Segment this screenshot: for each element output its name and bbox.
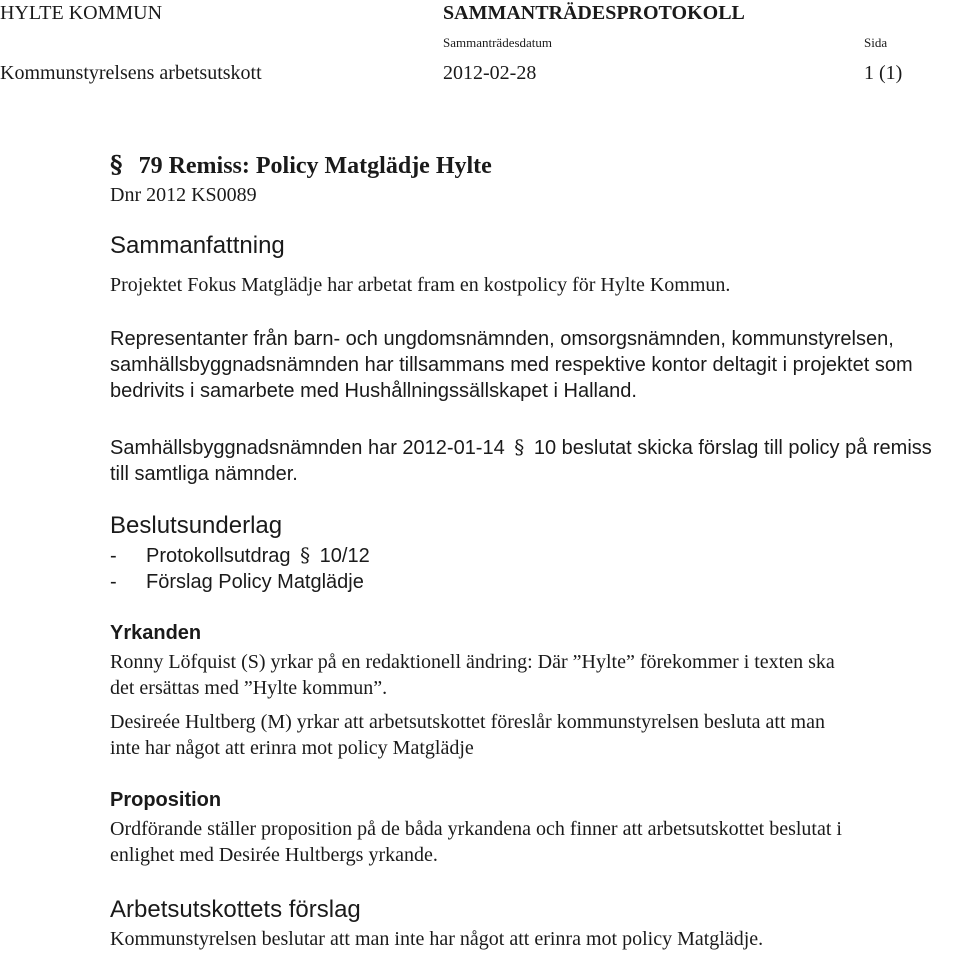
proposal-heading: Arbetsutskottets förslag — [110, 896, 361, 923]
proposition-text — [110, 816, 955, 868]
summary-heading: Sammanfattning — [110, 232, 285, 259]
summary-p3-text: Samhällsbyggnadsnämnden har 2012-01-14 — [110, 437, 505, 459]
page-number: 1 (1) — [864, 62, 903, 84]
basis-item-text: 10/12 — [319, 545, 370, 567]
summary-p3-line: till samtliga nämnder. — [110, 463, 298, 485]
summary-paragraph-3 — [110, 434, 955, 487]
proposition-line: enlighet med Desirée Hultbergs yrkande. — [110, 844, 438, 866]
meeting-date: 2012-02-28 — [443, 62, 537, 84]
list-dash: - — [110, 571, 117, 593]
section-symbol: § — [300, 543, 311, 567]
summary-paragraph-2 — [110, 326, 955, 404]
section-symbol: § — [514, 435, 525, 459]
basis-heading: Beslutsunderlag — [110, 512, 283, 539]
summary-paragraph-1: Projektet Fokus Matglädje har arbetat fram en kostpolicy för Hylte Kommun. — [110, 274, 731, 296]
list-dash: - — [110, 545, 117, 567]
summary-p2-line: Representanter från barn- och ungdomsnämnden, omsorgsnämnden, kommunstyrelsen, — [110, 328, 894, 350]
page-label: Sida — [864, 35, 888, 50]
doc-type: SAMMANTRÄDESPROTOKOLL — [443, 2, 745, 24]
basis-item — [110, 569, 364, 595]
basis-item-text: Förslag Policy Matglädje — [146, 571, 364, 593]
motion-2 — [110, 709, 955, 761]
motion-line: Ronny Löfquist (S) yrkar på en redaktionell ändring: Där ”Hylte” förekommer i texten ska — [110, 651, 835, 673]
proposition-line: Ordförande ställer proposition på de båda yrkandena och finner att arbetsutskottet beslutat i — [110, 818, 842, 840]
org-name: HYLTE KOMMUN — [0, 2, 163, 24]
proposal-text: Kommunstyrelsen beslutar att man inte har något att erinra mot policy Matglädje. — [110, 928, 764, 950]
section-symbol: § — [110, 150, 123, 179]
motion-1 — [110, 649, 955, 701]
motions-heading: Yrkanden — [110, 622, 202, 644]
proposition-heading: Proposition — [110, 789, 222, 811]
motion-line: det ersättas med ”Hylte kommun”. — [110, 677, 388, 699]
dnr: Dnr 2012 KS0089 — [110, 184, 257, 206]
summary-p2-line: bedrivits i samarbete med Hushållningssällskapet i Halland. — [110, 380, 637, 402]
basis-item — [110, 542, 370, 569]
summary-p2-line: samhällsbyggnadsnämnden har tillsammans med respektive kontor deltagit i projektet som — [110, 354, 913, 376]
motion-line: Desireée Hultberg (M) yrkar att arbetsutskottet föreslår kommunstyrelsen besluta att man — [110, 711, 825, 733]
date-label: Sammanträdesdatum — [443, 35, 553, 50]
basis-item-text: Protokollsutdrag — [146, 545, 291, 567]
motion-line: inte har något att erinra mot policy Matglädje — [110, 737, 474, 759]
item-title-text: 79 Remiss: Policy Matglädje Hylte — [138, 153, 492, 179]
committee-name: Kommunstyrelsens arbetsutskott — [0, 62, 262, 84]
item-title — [110, 150, 492, 180]
summary-p3-text: 10 beslutat skicka förslag till policy på remiss — [533, 437, 932, 459]
